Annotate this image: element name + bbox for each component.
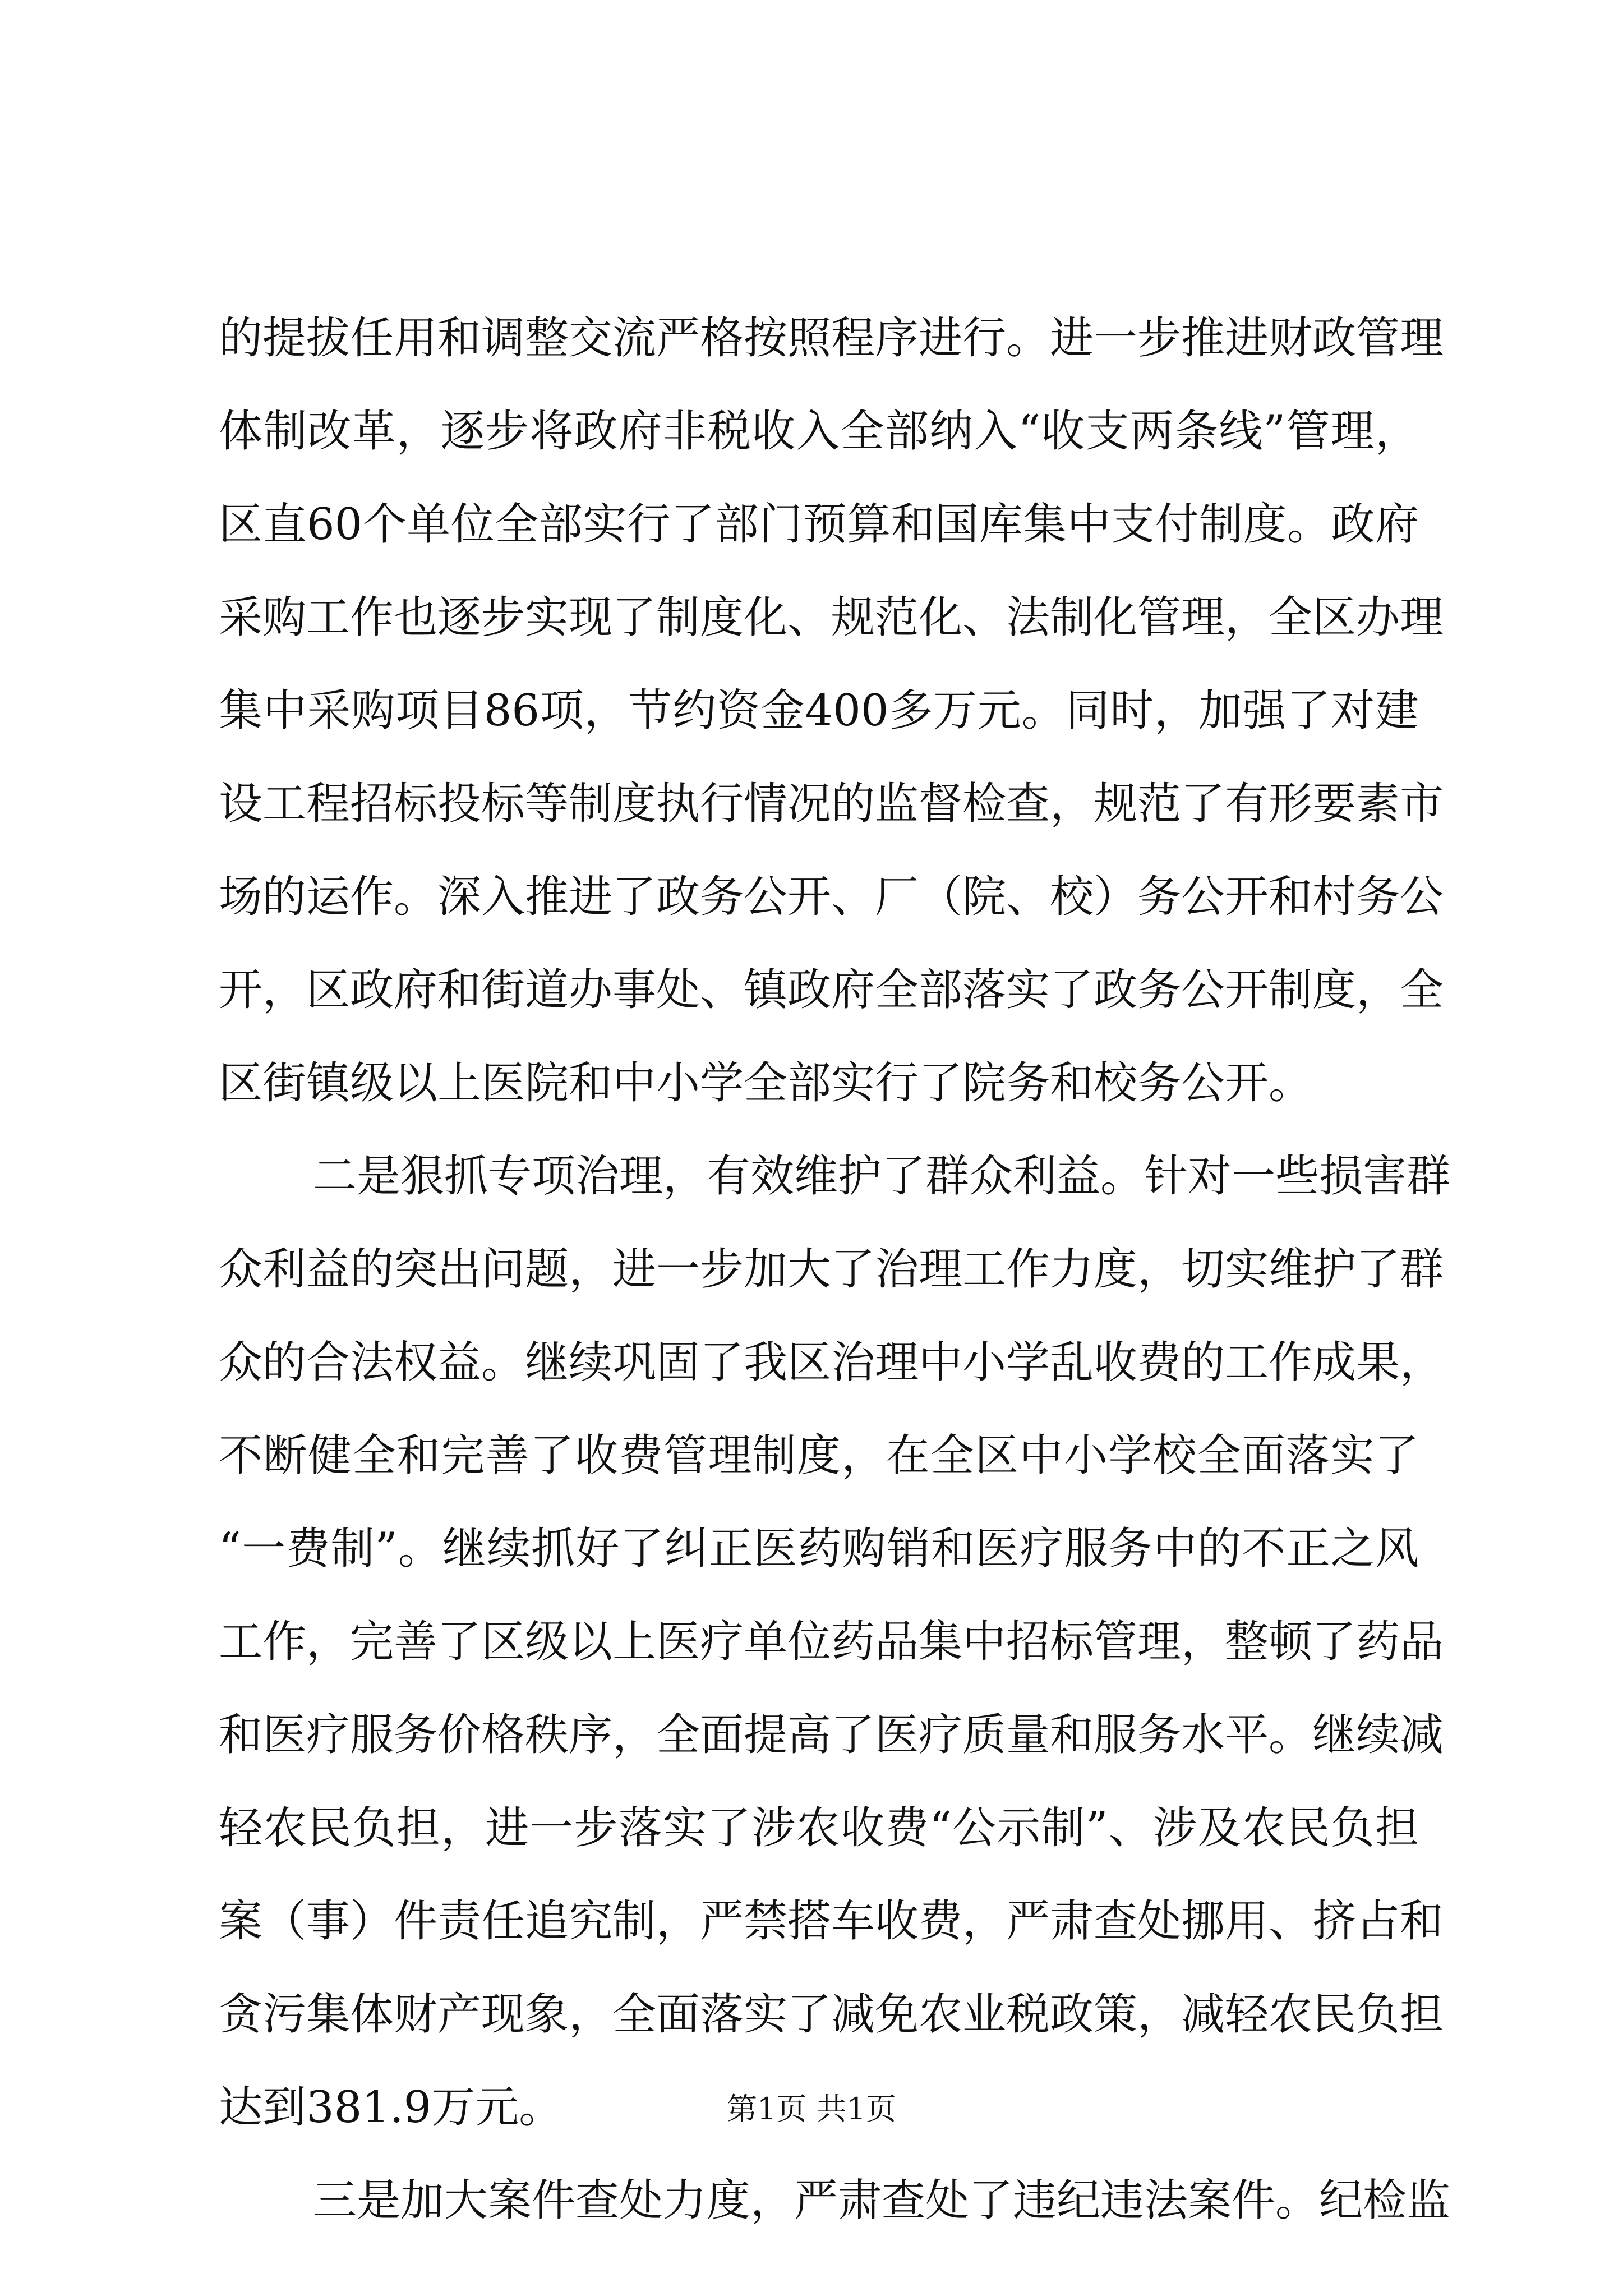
paragraph-2-line-7: 和医疗服务价格秩序，全面提高了医疗质量和服务水平。继续减 [219, 1710, 1444, 1760]
paragraph-1-line-6: 设工程招标投标等制度执行情况的监督检查，规范了有形要素市 [219, 779, 1444, 829]
paragraph-1-line-5: 集中采购项目86项，节约资金400多万元。同时，加强了对建 [219, 685, 1419, 736]
paragraph-1-line-3: 区直60个单位全部实行了部门预算和国库集中支付制度。政府 [219, 499, 1419, 550]
page-number-label: 第1页 共1页 [727, 2091, 896, 2127]
paragraph-1-line-9: 区街镇级以上医院和中小学全部实行了院务和校务公开。 [219, 1058, 1313, 1108]
paragraph-2-line-3: 众的合法权益。继续巩固了我区治理中小学乱收费的工作成果， [219, 1337, 1444, 1388]
page-footer [0, 2090, 1623, 2129]
paragraph-2-line-5: “一费制”。继续抓好了纠正医药购销和医疗服务中的不正之风 [219, 1524, 1419, 1574]
paragraph-1-line-1: 的提拔任用和调整交流严格按照程序进行。进一步推进财政管理 [219, 313, 1444, 364]
paragraph-2-line-2: 众利益的突出问题，进一步加大了治理工作力度，切实维护了群 [219, 1244, 1444, 1295]
paragraph-1-line-4: 采购工作也逐步实现了制度化、规范化、法制化管理，全区办理 [219, 592, 1444, 643]
paragraph-2-line-10: 贪污集体财产现象，全面落实了减免农业税政策，减轻农民负担 [219, 1989, 1444, 2040]
paragraph-2-line-9: 案（事）件责任追究制，严禁搭车收费，严肃查处挪用、挤占和 [219, 1896, 1444, 1947]
paragraph-1-line-7: 场的运作。深入推进了政务公开、厂（院、校）务公开和村务公 [219, 872, 1444, 922]
paragraph-2-line-8: 轻农民负担，进一步落实了涉农收费“公示制”、涉及农民负担 [219, 1803, 1419, 1853]
paragraph-3-line-1: 三是加大案件查处力度，严肃查处了违纪违法案件。纪检监 [313, 2175, 1451, 2226]
document-body [219, 292, 1451, 2247]
paragraph-1-line-2: 体制改革，逐步将政府非税收入全部纳入“收支两条线”管理， [219, 406, 1419, 457]
paragraph-1-line-8: 开，区政府和街道办事处、镇政府全部落实了政务公开制度，全 [219, 965, 1444, 1015]
paragraph-2-line-6: 工作，完善了区级以上医疗单位药品集中招标管理，整顿了药品 [219, 1617, 1444, 1667]
paragraph-2-line-1: 二是狠抓专项治理，有效维护了群众利益。针对一些损害群 [313, 1151, 1451, 1202]
paragraph-2-line-4: 不断健全和完善了收费管理制度，在全区中小学校全面落实了 [219, 1430, 1419, 1481]
paragraph-2-line-11: 达到381.9万元。 [219, 2082, 563, 2133]
